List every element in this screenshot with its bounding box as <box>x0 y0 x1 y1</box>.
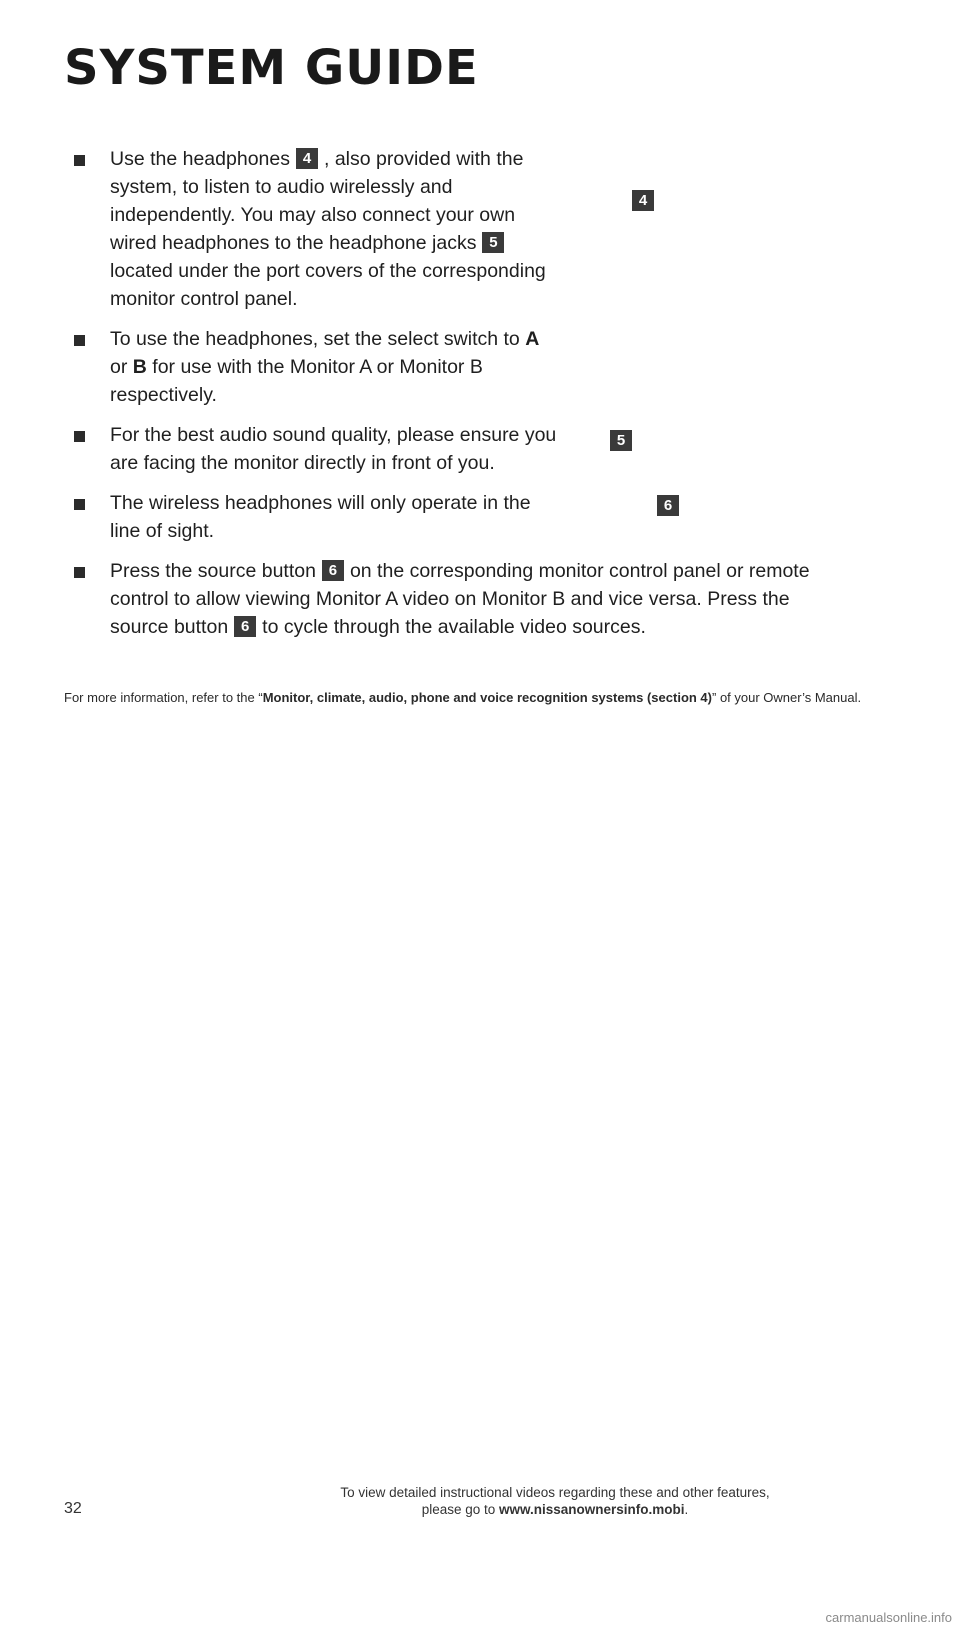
figure-label-5: 5 <box>610 430 632 451</box>
callout-badge: 6 <box>322 560 344 581</box>
figure-label-4: 4 <box>632 190 654 211</box>
bullet-text: To use the headphones, set the select switch to A or B for use with the Monitor A or Monitor B respectively. <box>110 328 540 406</box>
page-number: 32 <box>64 1500 82 1517</box>
bullet-source-button <box>74 557 874 641</box>
bullet-line-of-sight <box>74 489 874 545</box>
bullet-headphones <box>74 145 874 313</box>
bullet-list <box>74 145 874 653</box>
bullet-text: Press the source button 6 on the corresponding monitor control panel or remote control to allow viewing Monitor A video on Monitor B and vice versa. Press the source button 6 to cycle through the available video sources. <box>110 560 810 638</box>
bullet-text: For the best audio sound quality, please ensure you are facing the monitor directly in front of you. <box>110 424 557 474</box>
callout-badge: 6 <box>234 616 256 637</box>
square-bullet-icon <box>74 499 85 510</box>
callout-badge: 5 <box>482 232 504 253</box>
website-link[interactable]: www.nissanownersinfo.mobi <box>499 1502 685 1517</box>
bullet-select-switch <box>74 325 874 409</box>
figure-label-6: 6 <box>657 495 679 516</box>
reference-note: For more information, refer to the “Monitor, climate, audio, phone and voice recognition systems (section 4)” of your Owner’s Manual. <box>64 690 862 705</box>
callout-badge: 4 <box>296 148 318 169</box>
square-bullet-icon <box>74 567 85 578</box>
square-bullet-icon <box>74 155 85 166</box>
square-bullet-icon <box>74 431 85 442</box>
bullet-text: The wireless headphones will only operate in the line of sight. <box>110 492 531 542</box>
footer-note: To view detailed instructional videos regarding these and other features, please go to www.nissanownersinfo.mobi. <box>340 1485 770 1517</box>
page-title: SYSTEM GUIDE <box>64 40 479 96</box>
watermark: carmanualsonline.info <box>825 1610 952 1625</box>
bullet-sound-quality <box>74 421 874 477</box>
square-bullet-icon <box>74 335 85 346</box>
bullet-text: Use the headphones 4 , also provided with the system, to listen to audio wirelessly and independently. You may also connect your own wired headphones to the headphone jacks 5located under the port covers of the corresponding monitor control panel. <box>110 148 546 310</box>
